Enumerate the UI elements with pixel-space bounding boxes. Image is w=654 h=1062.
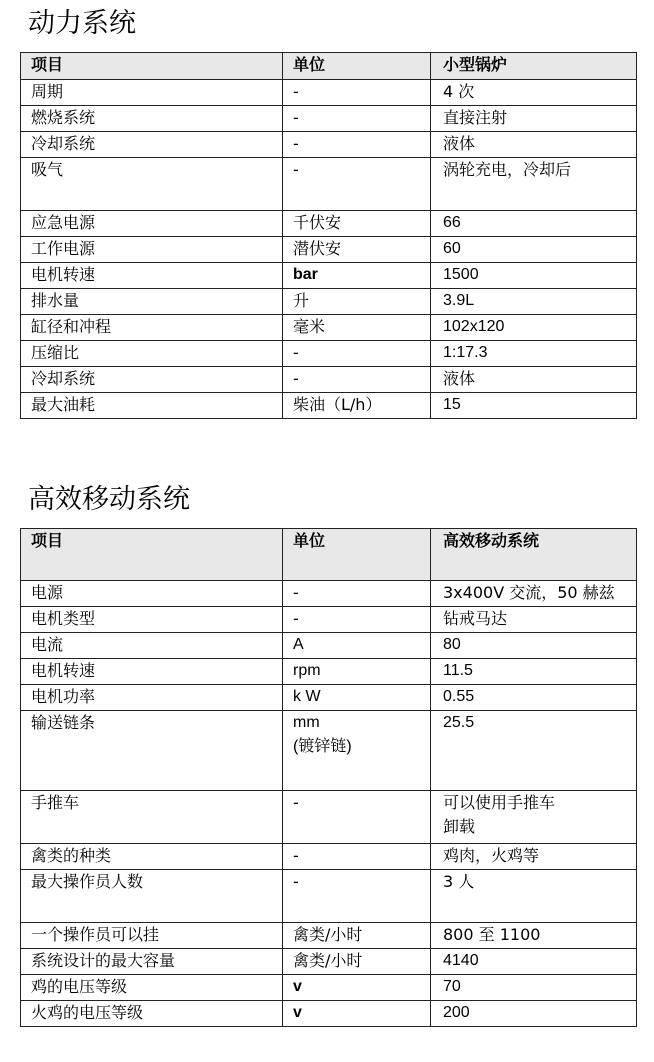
row-unit: - — [283, 844, 431, 870]
table-row — [21, 289, 637, 315]
row-value: 3 人 — [431, 870, 637, 923]
transport-system-table — [20, 528, 637, 1027]
row-unit: 柴油（L/h） — [283, 393, 431, 419]
row-item: 一个操作员可以挂 — [21, 923, 283, 949]
row-value: 80 — [431, 633, 637, 659]
row-unit: - — [283, 158, 431, 211]
row-unit: v — [283, 1001, 431, 1027]
row-unit: 禽类/小时 — [283, 949, 431, 975]
row-value: 0.55 — [431, 685, 637, 711]
header-unit: 单位 — [283, 53, 431, 80]
row-unit: - — [283, 870, 431, 923]
row-item: 鸡的电压等级 — [21, 975, 283, 1001]
row-value: 直接注射 — [431, 106, 637, 132]
row-unit: 升 — [283, 289, 431, 315]
section-title-transport-system: 高效移动系统 — [28, 484, 190, 515]
row-item: 电流 — [21, 633, 283, 659]
row-value: 液体 — [431, 132, 637, 158]
chain-unit-note: (镀锌链) — [293, 738, 352, 755]
row-item: 工作电源 — [21, 237, 283, 263]
row-unit: - — [283, 341, 431, 367]
section-title-power-system: 动力系统 — [28, 8, 136, 39]
table-row — [21, 341, 637, 367]
row-item: 燃烧系统 — [21, 106, 283, 132]
table-row — [21, 581, 637, 607]
row-value: 102x120 — [431, 315, 637, 341]
row-item: 电机类型 — [21, 607, 283, 633]
table-row — [21, 607, 637, 633]
row-value: 200 — [431, 1001, 637, 1027]
table-row — [21, 659, 637, 685]
row-item: 电机转速 — [21, 659, 283, 685]
row-value: 3.9L — [431, 289, 637, 315]
row-value: 11.5 — [431, 659, 637, 685]
table-row — [21, 367, 637, 393]
table-row — [21, 975, 637, 1001]
table-row — [21, 393, 637, 419]
table-row — [21, 685, 637, 711]
table-row — [21, 211, 637, 237]
table-row — [21, 844, 637, 870]
table-row — [21, 80, 637, 106]
row-value: 800 至 1100 — [431, 923, 637, 949]
row-unit: bar — [283, 263, 431, 289]
row-value — [431, 791, 637, 844]
row-value: 25.5 — [431, 711, 637, 791]
row-item: 电源 — [21, 581, 283, 607]
trolley-value: 可以使用手推车 — [443, 793, 556, 812]
table-row — [21, 263, 637, 289]
row-unit: 潜伏安 — [283, 237, 431, 263]
table-row — [21, 633, 637, 659]
row-unit: v — [283, 975, 431, 1001]
header-unit: 单位 — [283, 529, 431, 581]
row-unit: 毫米 — [283, 315, 431, 341]
table-row — [21, 158, 637, 211]
row-item: 系统设计的最大容量 — [21, 949, 283, 975]
row-item: 压缩比 — [21, 341, 283, 367]
row-item: 周期 — [21, 80, 283, 106]
row-item: 排水量 — [21, 289, 283, 315]
row-value: 3x400V 交流，50 赫兹 — [431, 581, 637, 607]
row-item: 电机功率 — [21, 685, 283, 711]
row-item: 最大油耗 — [21, 393, 283, 419]
row-value: 1500 — [431, 263, 637, 289]
row-value: 66 — [431, 211, 637, 237]
table-header-row — [21, 53, 637, 80]
trolley-note: 卸载 — [443, 817, 476, 836]
table-row — [21, 132, 637, 158]
row-unit: rpm — [283, 659, 431, 685]
row-item: 冷却系统 — [21, 132, 283, 158]
table-row — [21, 237, 637, 263]
table-row — [21, 870, 637, 923]
row-item: 电机转速 — [21, 263, 283, 289]
table-row — [21, 106, 637, 132]
row-unit: 千伏安 — [283, 211, 431, 237]
row-unit: - — [283, 106, 431, 132]
header-value: 高效移动系统 — [431, 529, 637, 581]
row-value: 涡轮充电，冷却后 — [431, 158, 637, 211]
row-value: 1:17.3 — [431, 341, 637, 367]
row-item: 吸气 — [21, 158, 283, 211]
row-item: 冷却系统 — [21, 367, 283, 393]
row-value: 4140 — [431, 949, 637, 975]
row-value: 15 — [431, 393, 637, 419]
table-row — [21, 949, 637, 975]
table-row — [21, 711, 637, 791]
row-value: 鸡肉，火鸡等 — [431, 844, 637, 870]
row-value: 钻戒马达 — [431, 607, 637, 633]
table-row — [21, 923, 637, 949]
row-item: 应急电源 — [21, 211, 283, 237]
row-unit: - — [283, 607, 431, 633]
header-value: 小型锅炉 — [431, 53, 637, 80]
row-item: 禽类的种类 — [21, 844, 283, 870]
row-value: 液体 — [431, 367, 637, 393]
row-item: 输送链条 — [21, 711, 283, 791]
row-value: 60 — [431, 237, 637, 263]
row-value: 70 — [431, 975, 637, 1001]
row-value: 4 次 — [431, 80, 637, 106]
header-item: 项目 — [21, 529, 283, 581]
table-header-row — [21, 529, 637, 581]
chain-unit: mm — [293, 714, 320, 731]
row-unit: A — [283, 633, 431, 659]
row-item: 缸径和冲程 — [21, 315, 283, 341]
row-item: 最大操作员人数 — [21, 870, 283, 923]
row-unit: - — [283, 80, 431, 106]
row-unit: - — [283, 581, 431, 607]
row-unit: - — [283, 367, 431, 393]
row-unit: - — [283, 132, 431, 158]
row-unit: - — [283, 791, 431, 844]
power-system-table — [20, 52, 637, 419]
table-row — [21, 1001, 637, 1027]
row-unit: 禽类/小时 — [283, 923, 431, 949]
row-unit — [283, 711, 431, 791]
row-unit: k W — [283, 685, 431, 711]
row-item: 手推车 — [21, 791, 283, 844]
table-row — [21, 315, 637, 341]
row-item: 火鸡的电压等级 — [21, 1001, 283, 1027]
header-item: 项目 — [21, 53, 283, 80]
table-row — [21, 791, 637, 844]
